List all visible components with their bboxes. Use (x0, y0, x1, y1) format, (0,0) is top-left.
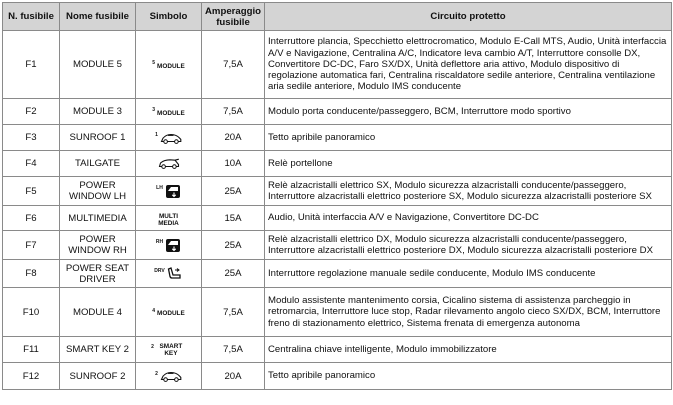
table-row (3, 177, 672, 206)
fuse-name: POWER SEAT DRIVER (60, 260, 136, 288)
table-header (3, 3, 672, 31)
fuse-circuit: Relè portellone (265, 151, 672, 177)
symbol-text: MODULE (157, 310, 185, 317)
fuse-number: F7 (3, 231, 60, 260)
table-row (3, 363, 672, 390)
fuse-rating: 20A (202, 363, 265, 390)
fuse-rating: 25A (202, 231, 265, 260)
table-row (3, 31, 672, 99)
header-symbol: Simbolo (136, 3, 202, 31)
fuse-number: F8 (3, 260, 60, 288)
fuse-symbol (136, 125, 202, 151)
fuse-number: F1 (3, 31, 60, 99)
fuse-table (2, 2, 672, 390)
symbol-glyph (160, 133, 182, 144)
fuse-number: F5 (3, 177, 60, 206)
power-window-icon (156, 238, 181, 253)
header-number: N. fusibile (3, 3, 60, 31)
fuse-name: SUNROOF 1 (60, 125, 136, 151)
table-row (3, 288, 672, 337)
fuse-symbol (136, 99, 202, 125)
symbol-superscript: 2 (155, 370, 158, 377)
fuse-name: MODULE 4 (60, 288, 136, 337)
symbol-superscript: LH (156, 185, 163, 191)
multimedia-label (154, 213, 184, 227)
fuse-rating: 7,5A (202, 337, 265, 363)
power-seat-icon (154, 266, 182, 281)
header-rating: Amperaggio fusibile (202, 3, 265, 31)
fuse-symbol (136, 231, 202, 260)
smart-key-label (151, 343, 186, 357)
fuse-symbol (136, 260, 202, 288)
fuse-symbol (136, 177, 202, 206)
fuse-name: POWER WINDOW RH (60, 231, 136, 260)
fuse-number: F11 (3, 337, 60, 363)
fuse-name: SUNROOF 2 (60, 363, 136, 390)
symbol-superscript: 3 (152, 107, 156, 113)
fuse-name: MODULE 3 (60, 99, 136, 125)
table-row (3, 260, 672, 288)
symbol-glyph (167, 266, 183, 281)
fuse-number: F6 (3, 206, 60, 231)
fuse-rating: 25A (202, 260, 265, 288)
fuse-symbol (136, 337, 202, 363)
symbol-superscript: 5 (152, 60, 156, 66)
fuse-rating: 7,5A (202, 288, 265, 337)
fuse-rating: 20A (202, 125, 265, 151)
fuse-symbol (136, 288, 202, 337)
symbol-glyph (165, 184, 181, 199)
fuse-number: F12 (3, 363, 60, 390)
fuse-name: MULTIMEDIA (60, 206, 136, 231)
table-row (3, 231, 672, 260)
fuse-symbol (136, 206, 202, 231)
fuse-rating: 7,5A (202, 99, 265, 125)
table-row (3, 125, 672, 151)
module-label (152, 60, 185, 70)
fuse-rating: 10A (202, 151, 265, 177)
fuse-circuit: Audio, Unità interfaccia A/V e Navigazione, Convertitore DC-DC (265, 206, 672, 231)
table-row (3, 151, 672, 177)
fuse-name: TAILGATE (60, 151, 136, 177)
symbol-superscript: 4 (152, 307, 156, 314)
module-label (152, 107, 185, 117)
header-circuit: Circuito protetto (265, 3, 672, 31)
fuse-number: F3 (3, 125, 60, 151)
fuse-rating: 25A (202, 177, 265, 206)
sunroof-icon (155, 371, 182, 382)
fuse-name: SMART KEY 2 (60, 337, 136, 363)
table-row (3, 206, 672, 231)
fuse-symbol (136, 363, 202, 390)
symbol-text: MULTI MEDIA (158, 212, 179, 227)
fuse-number: F2 (3, 99, 60, 125)
header-name: Nome fusibile (60, 3, 136, 31)
fuse-circuit: Relè alzacristalli elettrico DX, Modulo sicurezza alzacristalli conducente/passeggero, Interruttore alzacristalli elettrico posteriore DX, Modulo sicurezza alzacristalli posteriore DX (265, 231, 672, 260)
fuse-circuit: Modulo porta conducente/passeggero, BCM, Interruttore modo sportivo (265, 99, 672, 125)
power-window-icon (156, 184, 181, 199)
fuse-circuit: Interruttore regolazione manuale sedile conducente, Modulo IMS conducente (265, 260, 672, 288)
symbol-superscript: 2 (151, 343, 154, 350)
fuse-number: F4 (3, 151, 60, 177)
fuse-circuit: Tetto apribile panoramico (265, 363, 672, 390)
symbol-glyph (160, 371, 182, 382)
fuse-circuit: Relè alzacristalli elettrico SX, Modulo sicurezza alzacristalli conducente/passeggero, Interruttore alzacristalli elettrico posteriore SX, Modulo sicurezza alzacristalli posteriore SX (265, 177, 672, 206)
symbol-superscript: RH (155, 239, 164, 245)
symbol-text: MODULE (157, 109, 185, 117)
fuse-name: MODULE 5 (60, 31, 136, 99)
fuse-circuit: Interruttore plancia, Specchietto elettrocromatico, Modulo E-Call MTS, Audio, Unità interfaccia A/V e Navigazione, Centralina A/C, Indicatore leva cambio A/T, Interruttore consolle DX, Convertitore DC-DC, Faro SX/DX, Unità deflettore aria attivo, Modulo dispositivo di regolazione automatica fari, Centralina riscaldatore sedile anteriore, Centralina ventilazione aria sedile anteriore, Modulo IMS conducente (265, 31, 672, 99)
fuse-number: F10 (3, 288, 60, 337)
symbol-superscript: DRV (154, 267, 165, 274)
fuse-circuit: Tetto apribile panoramico (265, 125, 672, 151)
sunroof-icon (155, 133, 182, 144)
symbol-glyph (158, 158, 180, 169)
table-body (3, 31, 672, 390)
fuse-symbol (136, 151, 202, 177)
fuse-name: POWER WINDOW LH (60, 177, 136, 206)
fuse-rating: 7,5A (202, 31, 265, 99)
symbol-text: MODULE (157, 62, 185, 70)
module-label (152, 307, 185, 317)
fuse-symbol (136, 31, 202, 99)
table-row (3, 337, 672, 363)
symbol-glyph (165, 238, 181, 253)
symbol-text: SMART KEY (159, 342, 183, 357)
fuse-circuit: Modulo assistente mantenimento corsia, Cicalino sistema di assistenza parcheggio in retromarcia, Interruttore luce stop, Radar rilevamento angolo cieco SX/DX, BCM, Interruttore freno di stazionamento elettrico, Sistema frenata di emergenza autonoma (265, 288, 672, 337)
symbol-superscript: 1 (155, 132, 158, 139)
tailgate-icon (158, 158, 180, 169)
table-row (3, 99, 672, 125)
fuse-rating: 15A (202, 206, 265, 231)
fuse-circuit: Centralina chiave intelligente, Modulo immobilizzatore (265, 337, 672, 363)
